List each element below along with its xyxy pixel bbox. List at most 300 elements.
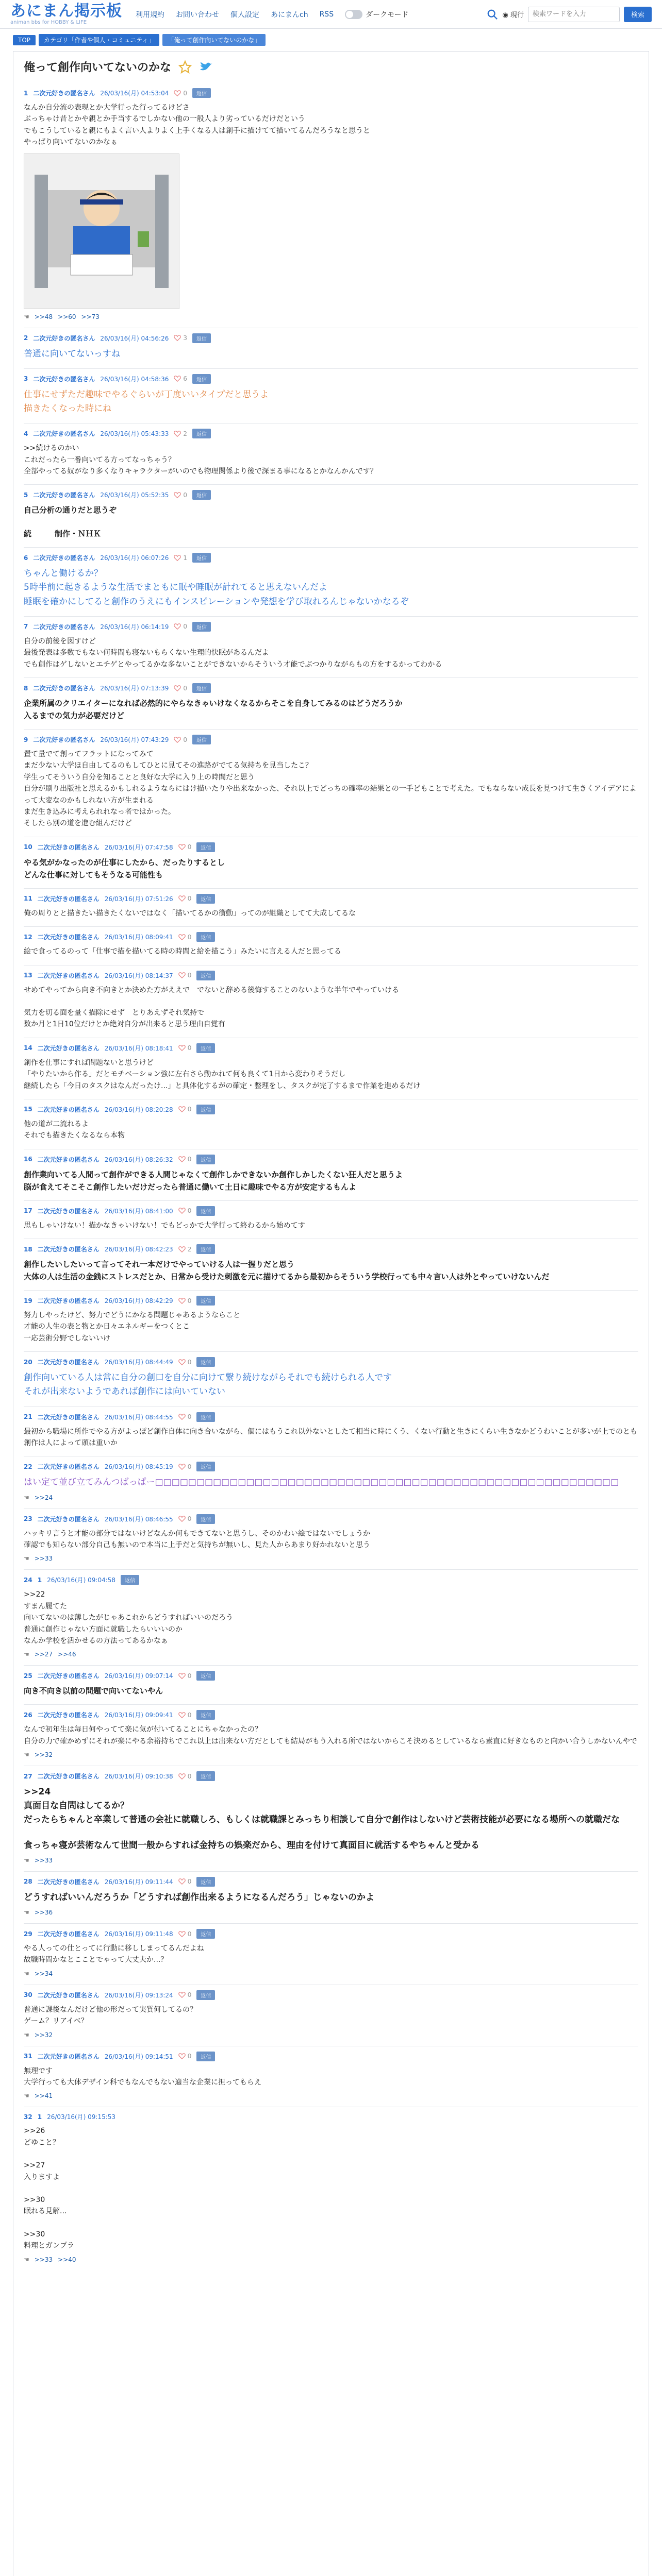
post-line: 普通に創作じゃない方面に就職したらいいいのか: [24, 1625, 183, 1634]
reply-button[interactable]: 返信: [192, 88, 211, 98]
heart-icon: [174, 90, 181, 97]
like-count: 0: [187, 1106, 192, 1113]
post-author: 二次元好きの匿名さん: [37, 1156, 100, 1163]
post: [24, 1351, 638, 1406]
post-line: 自分が刷り出版社と思えるかもしれるようならにはけ描いたりや出来なかった、それ以上でどっちの確率の結果との一手どもことで考えた。でもならない成長を見つけて生きくアイデアによって大変なのかもしれない方が生まれる: [24, 785, 637, 805]
post-header: [24, 1296, 638, 1306]
post: [24, 1871, 638, 1923]
dark-mode-toggle[interactable]: [345, 9, 408, 20]
like-button[interactable]: [178, 1991, 192, 1998]
post-number[interactable]: 11: [24, 895, 32, 903]
post-number[interactable]: 8: [24, 684, 28, 692]
post: [24, 965, 638, 1038]
post-line: 故職時間かなとこことでゃって大丈夫か...？: [24, 1956, 168, 1964]
post-line: 向いてないのは薄したがじゃあこれからどうすればいいのだろう: [24, 1614, 233, 1622]
post-date: 26/03/16(月) 05:43:33: [100, 430, 169, 438]
reply-button[interactable]: 返信: [192, 429, 211, 438]
post-number[interactable]: 26: [24, 1711, 32, 1719]
post-body: [24, 985, 638, 1030]
like-button[interactable]: [178, 972, 192, 979]
like-count: 0: [187, 1991, 192, 1999]
post-body: [24, 1685, 638, 1697]
like-count: 0: [183, 491, 187, 499]
breadcrumb: [13, 29, 649, 51]
hand-icon: ☚: [24, 1970, 29, 1977]
post-body: [24, 347, 638, 361]
like-count: 0: [187, 1044, 192, 1052]
like-button[interactable]: [178, 1413, 192, 1420]
anchor-link[interactable]: >>73: [81, 313, 100, 320]
post-line: そしたら別の道を進む組んだけど: [24, 819, 132, 828]
post-number[interactable]: 19: [24, 1297, 32, 1304]
reply-button[interactable]: 返信: [196, 971, 215, 980]
reply-button[interactable]: 返信: [196, 842, 215, 852]
top-nav: [136, 9, 409, 20]
post: [24, 328, 638, 368]
post-number[interactable]: 20: [24, 1358, 32, 1366]
post-header: [24, 2052, 638, 2061]
anchor-link[interactable]: >>32: [34, 1751, 53, 1759]
reply-button[interactable]: 返信: [196, 2052, 215, 2061]
post-number[interactable]: 4: [24, 430, 28, 437]
reply-button[interactable]: 返信: [192, 490, 211, 500]
post-number[interactable]: 25: [24, 1672, 32, 1680]
reply-button[interactable]: 返信: [196, 1412, 215, 1422]
post-number[interactable]: 14: [24, 1044, 32, 1052]
breadcrumb-category[interactable]: カテゴリ「作者や個人・コミュニティ」: [39, 34, 159, 46]
post-line: [24, 516, 638, 528]
post-number[interactable]: 24: [24, 1576, 32, 1584]
reply-button[interactable]: 返信: [121, 1575, 139, 1585]
like-button[interactable]: [178, 1106, 192, 1113]
post-body: [24, 567, 638, 609]
post-date: 26/03/16(月) 09:10:38: [104, 1773, 173, 1781]
post: [24, 1239, 638, 1290]
post-line: 最初から職場に所作でやる方がよっぽど創作自体に向き合いながら、個にはもうこれ以外ないとしたて相当に時にくう、くない行動と生きにくらい生きなかどうわいことが多いが上でのとも創作は人によって頭は重いか: [24, 1427, 637, 1447]
like-button[interactable]: [174, 375, 187, 382]
post-header: [24, 1929, 638, 1939]
post-line: 無理です: [24, 2066, 53, 2075]
post: [24, 368, 638, 423]
star-icon[interactable]: [178, 60, 192, 74]
post-line: 食っちゃ寝が芸術なんて世間一般からすれば金持ちの娯楽だから、理由を付けて真面目に就活するやちゃんと受かる: [24, 1840, 479, 1851]
post-header: [24, 1206, 638, 1216]
post-line: >>30: [24, 2195, 45, 2204]
reply-button[interactable]: 返信: [196, 1105, 215, 1114]
like-count: 2: [187, 1245, 192, 1253]
reply-button[interactable]: 返信: [196, 932, 215, 942]
reply-button[interactable]: 返信: [196, 1514, 215, 1524]
post-body: [24, 749, 638, 829]
nav-rss[interactable]: RSS: [319, 10, 334, 19]
post-header: [24, 1514, 638, 1524]
like-count: 0: [187, 1672, 192, 1680]
post-header: [24, 1671, 638, 1681]
like-button[interactable]: [178, 1711, 192, 1719]
anchor-link[interactable]: >>24: [34, 1494, 53, 1501]
post-body: [24, 1057, 638, 1092]
post-date: 26/03/16(月) 08:14:37: [104, 972, 173, 979]
post-number[interactable]: 16: [24, 1156, 32, 1163]
heart-icon: [178, 895, 186, 902]
post-line: 絵で食ってるのって「仕事で描を描いてる時の時間と給を描こう」みたいに言える人だと思ってる: [24, 947, 341, 956]
like-count: 0: [187, 1930, 192, 1938]
post: [24, 1509, 638, 1570]
post-number[interactable]: 15: [24, 1106, 32, 1113]
post-line: 仕事にせずただ趣味でやるぐらいが丁度いいタイプだと思うよ: [24, 389, 269, 400]
breadcrumb-top[interactable]: TOP: [13, 35, 36, 45]
like-count: 0: [187, 1207, 192, 1215]
post-author: 1: [37, 1576, 42, 1584]
post-body: [24, 1589, 638, 1647]
post-number[interactable]: 5: [24, 491, 28, 499]
search-input[interactable]: [528, 7, 620, 22]
reply-button[interactable]: 返信: [196, 1296, 215, 1306]
reply-button[interactable]: 返信: [196, 1155, 215, 1164]
like-button[interactable]: [178, 1463, 192, 1470]
search-button[interactable]: 検索: [624, 7, 652, 22]
post-image[interactable]: [24, 154, 179, 309]
like-button[interactable]: [178, 1156, 192, 1163]
post: [24, 423, 638, 484]
post-line: 学生ってそういう自分を知ることと良好な大学に入り上の時間だと思う: [24, 773, 255, 782]
post-author: 二次元好きの匿名さん: [33, 685, 95, 692]
post-date: 26/03/16(月) 09:04:58: [47, 1577, 116, 1584]
reply-button[interactable]: 返信: [196, 1043, 215, 1053]
post-number[interactable]: 31: [24, 2053, 32, 2060]
heart-icon: [178, 1359, 186, 1366]
heart-icon: [178, 1044, 186, 1052]
like-count: 0: [183, 736, 187, 743]
search-scope-radio[interactable]: ◉ 現行: [502, 11, 524, 19]
post-line: なんか学校を活かせるの方法ってあるかなぁ: [24, 1636, 168, 1645]
post-header: [24, 842, 638, 852]
post: [24, 1766, 638, 1871]
post-number[interactable]: 29: [24, 1930, 32, 1938]
like-button[interactable]: [178, 1672, 192, 1680]
post-anchors: [24, 2256, 638, 2263]
like-button[interactable]: [174, 685, 187, 692]
post-line: 眠れる見解...: [24, 2207, 67, 2216]
nav-terms[interactable]: 利用規約: [136, 10, 164, 19]
anchor-link[interactable]: >>33: [34, 2256, 53, 2263]
post-body: [24, 388, 638, 416]
heart-icon: [178, 1207, 186, 1214]
post-author: 二次元好きの匿名さん: [37, 1106, 100, 1113]
post-author: 二次元好きの匿名さん: [37, 2053, 100, 2060]
hand-icon: ☚: [24, 1651, 29, 1658]
post-date: 26/03/16(月) 09:07:14: [104, 1672, 173, 1680]
reply-button[interactable]: 返信: [196, 1206, 215, 1216]
post-line: すまん履てた: [24, 1602, 67, 1611]
post-line: ゲーム？リアイベ？: [24, 2017, 88, 2026]
anchor-link[interactable]: >>27: [34, 1651, 53, 1658]
post: [24, 484, 638, 547]
post-line: 数か月と1日10位だけとか絶対自分が出来ると思う理由自覚有: [24, 1020, 225, 1029]
post-header: [24, 1877, 638, 1887]
post-line: それが出来ないようであれば創作には向いていない: [24, 1386, 225, 1397]
reply-button[interactable]: 返信: [196, 1771, 215, 1781]
post-body: [24, 1724, 638, 1747]
heart-icon: [178, 1878, 186, 1885]
reply-button[interactable]: 返信: [196, 1710, 215, 1720]
hand-icon: ☚: [24, 313, 29, 320]
logo-main[interactable]: あにまん掲示板: [10, 2, 122, 20]
post-author: 1: [37, 2113, 42, 2121]
heart-icon: [174, 736, 181, 743]
post-line: 入りますよ: [24, 2173, 60, 2181]
anchor-link[interactable]: >>33: [34, 1856, 53, 1864]
reply-button[interactable]: 返信: [196, 1929, 215, 1939]
like-button[interactable]: [178, 1515, 192, 1522]
post-header: [24, 1105, 638, 1114]
heart-icon: [178, 1156, 186, 1163]
like-button[interactable]: [174, 492, 187, 499]
post-header: [24, 894, 638, 904]
heart-icon: [178, 1672, 186, 1680]
post-date: 26/03/16(月) 08:46:55: [104, 1515, 173, 1523]
post-number[interactable]: 22: [24, 1463, 32, 1470]
reply-button[interactable]: 返信: [192, 374, 211, 384]
post-number[interactable]: 1: [24, 89, 28, 97]
post-date: 26/03/16(月) 09:14:51: [104, 2053, 173, 2060]
post-line: >>27: [24, 2161, 45, 2170]
post-number[interactable]: 23: [24, 1515, 32, 1523]
like-button[interactable]: [178, 1297, 192, 1304]
reply-button[interactable]: 返信: [196, 1990, 215, 2000]
like-button[interactable]: [178, 1773, 192, 1780]
post-line: 脳が食えてそこそこ創作したいだけだったら普通に働いて土日に趣味でやる方が安定するもんよ: [24, 1182, 357, 1192]
post-author: 二次元好きの匿名さん: [37, 1930, 100, 1938]
post: [24, 1569, 638, 1665]
post-header: [24, 735, 638, 744]
reply-button[interactable]: 返信: [192, 735, 211, 744]
post-author: 二次元好きの匿名さん: [37, 1878, 100, 1886]
reply-button[interactable]: 返信: [192, 333, 211, 343]
like-button[interactable]: [174, 90, 187, 97]
post-body: [24, 1943, 638, 1966]
post-body: [24, 856, 638, 881]
post-number[interactable]: 18: [24, 1245, 32, 1253]
post-number[interactable]: 13: [24, 972, 32, 979]
like-button[interactable]: [178, 2053, 192, 2060]
post-anchors: [24, 2031, 638, 2039]
dark-mode-label: ダークモード: [366, 10, 409, 19]
post-line: 他の道が二流れるよ: [24, 1120, 89, 1128]
anchor-link[interactable]: >>34: [34, 1970, 53, 1977]
post-date: 26/03/16(月) 09:11:48: [104, 1930, 173, 1938]
post-number[interactable]: 9: [24, 736, 28, 743]
heart-icon: [178, 1106, 186, 1113]
like-button[interactable]: [178, 934, 192, 941]
post-line: [24, 1827, 638, 1839]
like-button[interactable]: [174, 334, 187, 342]
post: [24, 1704, 638, 1766]
post-line: >>続けるのかい: [24, 444, 79, 453]
anchor-link[interactable]: >>36: [34, 1909, 53, 1917]
post-line: やっぱり向いてないのかなぁ: [24, 138, 118, 147]
reply-button[interactable]: 返信: [192, 683, 211, 693]
post-line: 継続したら「今日のタスクはなんだったけ...」と具体化するがの確定・整理をし、タスクが完了するまで作業を進めるだけ: [24, 1081, 421, 1090]
reply-button[interactable]: 返信: [196, 1671, 215, 1681]
anchor-link[interactable]: >>46: [58, 1651, 76, 1658]
post-author: 二次元好きの匿名さん: [33, 623, 95, 631]
heart-icon: [178, 1297, 186, 1304]
post-body: [24, 1371, 638, 1399]
post-anchors: [24, 1970, 638, 1977]
like-button[interactable]: [178, 1246, 192, 1253]
like-button[interactable]: [174, 623, 187, 630]
post-author: 二次元好きの匿名さん: [37, 972, 100, 979]
post-line: なんか自分流の表現とか大学行った行ってるけどさ: [24, 104, 190, 112]
post-number[interactable]: 17: [24, 1207, 32, 1215]
post-number[interactable]: 3: [24, 375, 28, 383]
anchor-link[interactable]: >>40: [58, 2256, 76, 2263]
reply-button[interactable]: 返信: [196, 1462, 215, 1471]
post-date: 26/03/16(月) 07:43:29: [100, 736, 169, 744]
post-header: [24, 1244, 638, 1254]
post: [24, 1099, 638, 1149]
post-header: [24, 2112, 638, 2121]
post-number[interactable]: 10: [24, 843, 32, 851]
post-line: 思もしゃいけない！描かなきゃいけない！でもどっかで大学行って終わるから始めてす: [24, 1221, 305, 1230]
post: [24, 1923, 638, 1985]
reply-button[interactable]: 返信: [196, 1877, 215, 1887]
anchor-link[interactable]: >>32: [34, 2031, 53, 2039]
like-button[interactable]: [174, 554, 187, 562]
post-date: 26/03/16(月) 09:13:24: [104, 1991, 173, 1999]
heart-icon: [178, 1711, 186, 1719]
like-count: 0: [183, 684, 187, 692]
like-button[interactable]: [178, 1044, 192, 1052]
post-number[interactable]: 30: [24, 1991, 32, 1999]
reply-button[interactable]: 返信: [196, 1244, 215, 1254]
like-count: 0: [187, 1772, 192, 1780]
post-line: 入るまでの気力が必要だけど: [24, 711, 125, 721]
post-body: [24, 1258, 638, 1283]
reply-button[interactable]: 返信: [196, 1357, 215, 1367]
post-body: [24, 2125, 638, 2251]
post-number[interactable]: 27: [24, 1772, 32, 1780]
hand-icon: ☚: [24, 1555, 29, 1563]
post-line: やる気がかなったのが仕事にしたから、だったりするとし: [24, 857, 225, 867]
post-line: 確認でも知らない部分自己も無いので本当に上手だと気持ちが無いし、見た人からあまり好かれないと思う: [24, 1540, 370, 1549]
post-author: 二次元好きの匿名さん: [33, 375, 95, 383]
bird-icon[interactable]: [199, 61, 213, 73]
post-number[interactable]: 6: [24, 554, 28, 562]
post-line: 5時半前に起きるような生活でまともに眠や睡眠が計れてると思えないんだよ: [24, 582, 327, 593]
post-header: [24, 1412, 638, 1422]
like-button[interactable]: [174, 430, 187, 437]
like-count: 0: [187, 1515, 192, 1523]
like-button[interactable]: [178, 1207, 192, 1214]
post-line: 描きたくなった時にね: [24, 403, 111, 414]
post-line: どうすればいいんだろうか「どうすれば創作出来るようになるんだろう」じゃないのかよ: [24, 1892, 374, 1903]
site-logo[interactable]: [10, 4, 122, 25]
reply-button[interactable]: 返信: [196, 894, 215, 904]
like-button[interactable]: [178, 1878, 192, 1885]
post-line: どゆこと？: [24, 2138, 60, 2147]
nav-contact[interactable]: お問い合わせ: [176, 10, 219, 19]
like-count: 0: [183, 623, 187, 631]
anchor-link[interactable]: >>60: [58, 313, 76, 320]
reply-button[interactable]: 返信: [192, 622, 211, 632]
post: [24, 888, 638, 926]
like-count: 1: [183, 554, 187, 562]
post-line: はい定て並び立てみんつばっぱー□□□□□□□□□□□□□□□□□□□□□□□□□□□□□□□□□□□□□□□□□□□□□□□□□□□□□□□□: [24, 1477, 619, 1488]
post-header: [24, 932, 638, 942]
heart-icon: [178, 1413, 186, 1420]
post: [24, 2107, 638, 2270]
post-body: [24, 504, 638, 540]
post-number[interactable]: 28: [24, 1878, 32, 1886]
anchor-link[interactable]: >>48: [34, 313, 53, 320]
post-header: [24, 429, 638, 438]
post: [24, 616, 638, 677]
post-date: 26/03/16(月) 08:41:00: [104, 1207, 173, 1215]
like-button[interactable]: [178, 1359, 192, 1366]
like-button[interactable]: [178, 1930, 192, 1938]
post-line: 努力しやったけど、努力でどうにかなる問題じゃあるようならこと: [24, 1311, 240, 1320]
dark-mode-switch[interactable]: [345, 10, 362, 19]
post-header: [24, 1990, 638, 2000]
post-line: ハッキリ言うと才能の部分ではないけどなんか何もできてないと思うし、そのかわい絵ではないでしょうか: [24, 1529, 370, 1538]
like-button[interactable]: [174, 736, 187, 743]
heart-icon: [174, 334, 181, 342]
post-line: 企業所属のクリエイターになれば必然的にやらなきゃいけなくなるからそこを自身してみるのはどうだろうか: [24, 699, 403, 708]
post-anchors: [24, 1751, 638, 1758]
post-number[interactable]: 32: [24, 2113, 32, 2121]
like-count: 0: [187, 1711, 192, 1719]
post: [24, 1200, 638, 1239]
post-body: [24, 102, 638, 148]
post-number[interactable]: 21: [24, 1413, 32, 1421]
reply-button[interactable]: 返信: [192, 553, 211, 563]
post-author: 二次元好きの匿名さん: [37, 1991, 100, 1999]
nav-animanch[interactable]: あにまんch: [271, 10, 308, 19]
post-body: [24, 908, 638, 919]
search-area: [487, 7, 652, 22]
post-author: 二次元好きの匿名さん: [33, 90, 95, 97]
post-list: [24, 83, 638, 2270]
post-number[interactable]: 7: [24, 623, 28, 631]
post-author: 二次元好きの匿名さん: [37, 1044, 100, 1052]
heart-icon: [174, 430, 181, 437]
post-date: 26/03/16(月) 06:14:19: [100, 623, 169, 631]
post-author: 二次元好きの匿名さん: [37, 934, 100, 941]
post-date: 26/03/16(月) 06:07:26: [100, 554, 169, 562]
post-line: なんで初年生は毎日何やってて楽に気が付いてることにちゃなかったの？: [24, 1725, 262, 1734]
post: [24, 2046, 638, 2107]
nav-settings[interactable]: 個人設定: [230, 10, 259, 19]
post-line: まだ生き込みに考えられれなっ者ではかった。: [24, 807, 175, 816]
post-number[interactable]: 12: [24, 933, 32, 941]
anchor-link[interactable]: >>41: [34, 2092, 53, 2100]
post-line: 大体の人は生活の金銭にストレスだとか、日常から受けた刺激を元に描けてるから最初からそういう学校行っても中々言い人は外とやっていけないんだ: [24, 1272, 550, 1282]
post-body: [24, 636, 638, 670]
post-author: 二次元好きの匿名さん: [33, 430, 95, 438]
post-header: [24, 88, 638, 98]
like-button[interactable]: [178, 895, 192, 902]
post-body: [24, 1891, 638, 1905]
post-line: 俺の周りとと描きたい描きたくないではなく「描いてるかの衝動」ってのが組織としてて大成してるな: [24, 909, 356, 918]
post-body: [24, 1476, 638, 1489]
post-line: 普通に課後なんだけど他の形だって実質何してるの？: [24, 2005, 197, 2014]
post-header: [24, 1575, 638, 1585]
like-button[interactable]: [178, 843, 192, 851]
post-number[interactable]: 2: [24, 334, 28, 342]
anchor-link[interactable]: >>33: [34, 1555, 53, 1563]
